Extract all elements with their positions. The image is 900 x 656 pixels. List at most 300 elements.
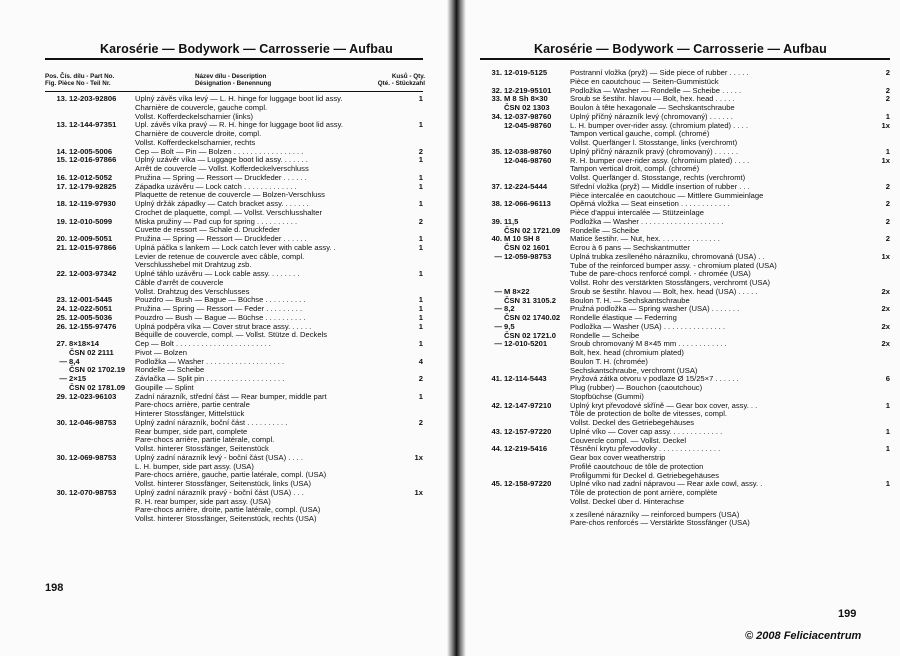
- description-line: [570, 393, 890, 402]
- description-line: [135, 419, 423, 428]
- part-number: 12-157-97220: [504, 426, 552, 436]
- page-header: Karosérie — Bodywork — Carrosserie — Aufbau: [534, 42, 827, 56]
- description-line: [135, 288, 423, 297]
- quantity: 2: [418, 146, 423, 156]
- quantity: 1: [418, 234, 423, 243]
- entry-description: [135, 174, 423, 183]
- part-number: 12-155-97476: [69, 321, 117, 331]
- part-number: 12-003-97342: [69, 269, 117, 278]
- description-text: Úplný zadní nárazník, boční část . . . . . . . . . .: [135, 418, 288, 427]
- quantity: 1: [885, 444, 890, 454]
- description-line: [570, 489, 890, 498]
- description-text: Úplný příčný nárazník pravý (chromovaný) . . . . . .: [570, 147, 738, 156]
- parts-entry: [480, 200, 890, 218]
- quantity: 2x: [881, 339, 890, 349]
- parts-entry: [45, 270, 423, 296]
- entry-description: [570, 122, 890, 148]
- entry-description: [135, 314, 423, 323]
- entry-description: [135, 244, 423, 270]
- description-text: Pare-chocs arrière, droite, partie latérale, compl. (USA): [135, 506, 321, 515]
- entry-description: [135, 121, 423, 147]
- description-text: R. H. rear bumper, side part assy. (USA): [135, 497, 271, 506]
- part-number: 12-158-97220: [504, 479, 552, 489]
- part-number: 8,4: [69, 356, 80, 366]
- description-text: Pružina — Spring — Ressort — Druckfeder . . . . . .: [135, 173, 307, 182]
- part-number: 12-037-98760: [504, 111, 552, 121]
- quantity: 2: [885, 68, 890, 77]
- description-line: [135, 209, 423, 218]
- quantity: 1x: [414, 452, 423, 462]
- position-number: 41.: [491, 374, 502, 384]
- entry-description: [570, 183, 890, 201]
- description-line: [135, 174, 423, 183]
- description-text: Matice šestihr. — Nut, hex. . . . . . . . . . . . . . .: [570, 235, 720, 244]
- description-line: [135, 401, 423, 410]
- quantity: 1: [418, 321, 423, 331]
- description-text: Pružná podložka — Spring washer (USA) . . . . . . .: [570, 305, 740, 314]
- part-number: 12-114-5443: [504, 374, 547, 384]
- quantity: [874, 130, 890, 139]
- entry-description: [135, 95, 423, 121]
- description-line: [135, 515, 423, 524]
- part-number: 8,2: [504, 304, 515, 314]
- part-number: ČSN 02 1702.19: [69, 365, 126, 375]
- description-text: Béquille de couvercle, compl. — Vollst. Stütze d. Deckels: [135, 331, 328, 340]
- position-number: 37.: [491, 181, 502, 191]
- quantity: 1x: [881, 155, 890, 165]
- entry-description: [135, 323, 423, 341]
- description-text: L. H. bumper over-rider assy. (chromium plated) . . . .: [570, 121, 748, 130]
- position-number: [480, 122, 502, 148]
- entry-description: [135, 489, 423, 524]
- description-line: [570, 244, 890, 253]
- part-number: 12-010-5099: [69, 216, 113, 226]
- parts-list: [480, 69, 890, 528]
- entry-description: [135, 366, 423, 375]
- description-line: [570, 428, 890, 437]
- description-text: Úplná trubka zesíleného nárazníku, chromovaná (USA) . .: [570, 252, 765, 261]
- description-line: [135, 226, 423, 235]
- entry-description: [570, 244, 890, 253]
- entry-description: [135, 349, 423, 358]
- quantity: 2: [418, 417, 423, 427]
- description-line: [135, 314, 423, 323]
- description-text: Pružina — Spring — Ressort — Druckfeder . . . . . .: [135, 235, 307, 243]
- description-line: [135, 489, 423, 498]
- entry-description: [570, 305, 890, 314]
- description-text: Pare-chocs arrière, partie latérale, compl.: [135, 436, 275, 445]
- description-line: [570, 314, 890, 323]
- quantity: [407, 463, 423, 472]
- description-line: [135, 428, 423, 437]
- description-text: Vollst. Deckel über d. Hinterachse: [570, 497, 684, 506]
- description-line: [135, 384, 423, 393]
- footnote-lines: [570, 511, 890, 529]
- description-line: [135, 200, 423, 209]
- description-line: [570, 200, 890, 209]
- position-number: 35.: [491, 146, 502, 156]
- quantity: 2: [885, 234, 890, 244]
- position-number: 17.: [56, 181, 67, 191]
- part-number: 9,5: [504, 321, 515, 331]
- parts-entry: [480, 297, 890, 306]
- quantity: 2: [885, 94, 890, 104]
- part-number: 12-005-5006: [69, 146, 113, 156]
- entry-description: [135, 296, 423, 305]
- description-text: Tampon vertical droit, compl. (chromé): [570, 165, 700, 174]
- description-text: Šroub se šestihr. hlavou — Bolt, hex. head (USA) . . . . .: [570, 287, 758, 296]
- entry-description: [135, 200, 423, 218]
- entry-description: [570, 323, 890, 332]
- quantity: [407, 104, 423, 113]
- quantity: 2: [885, 216, 890, 226]
- position-number: 22.: [56, 269, 67, 278]
- description-text: Sechskantschraube, verchromt (USA): [570, 366, 698, 375]
- position-number: 19.: [56, 216, 67, 226]
- entry-description: [135, 375, 423, 384]
- parts-entry: [480, 122, 890, 148]
- part-number: 11,5: [504, 216, 519, 226]
- description-line: [135, 261, 423, 270]
- description-text: Čep — Bolt . . . . . . . . . . . . . . . . . . . . . . .: [135, 340, 271, 348]
- quantity: 2: [885, 181, 890, 191]
- description-text: Úplný příčný nárazník levý (chromovaný) . . . . . .: [570, 112, 733, 121]
- description-text: Tôle de protection de boîte de vitesses, compl.: [570, 410, 728, 419]
- parts-entry: [45, 366, 423, 375]
- entry-description: [570, 402, 890, 428]
- entry-description: [570, 227, 890, 236]
- part-number: 2×15: [69, 374, 87, 383]
- quantity: 1x: [414, 487, 423, 497]
- description-text: Úplný zadní nárazník pravý - boční část (USA) . . .: [135, 488, 304, 497]
- description-text: Charnière de couvercle, gauche compl.: [135, 103, 268, 112]
- quantity: 1: [885, 111, 890, 121]
- description-line: [570, 270, 890, 279]
- description-text: Boulon T. H. — Sechskantschraube: [570, 296, 690, 305]
- description-line: [570, 69, 890, 78]
- position-number: 16.: [56, 172, 67, 182]
- description-text: Pièce en caoutchouc — Seiten-Gummistück: [570, 77, 719, 86]
- right-page: [466, 0, 900, 656]
- description-line: [570, 157, 890, 166]
- description-line: [570, 323, 890, 332]
- part-number: 12-179-92825: [69, 181, 117, 191]
- entry-description: [135, 393, 423, 419]
- position-number: —: [59, 374, 67, 383]
- parts-entry: [480, 183, 890, 201]
- entry-description: [570, 95, 890, 104]
- description-line: [135, 471, 423, 480]
- description-text: Úplný držák západky — Catch bracket assy. . . . . . .: [135, 200, 309, 208]
- description-text: Crochet de plaquette, compl. — Vollst. Verschlusshalter: [135, 208, 322, 217]
- quantity: 1: [418, 312, 423, 322]
- quantity: 1: [418, 172, 423, 182]
- description-line: [135, 358, 423, 367]
- description-line: [135, 165, 423, 174]
- position-number: 20.: [56, 234, 67, 243]
- quantity: 1: [885, 426, 890, 436]
- part-number: 12-022-5051: [69, 304, 113, 313]
- description-text: Profilgummi für Deckel d. Getriebegehäuses: [570, 471, 719, 480]
- quantity: 1: [418, 94, 423, 103]
- description-line: [135, 436, 423, 445]
- quantity: [407, 471, 423, 480]
- part-number: 12-023-96103: [69, 391, 117, 401]
- entry-description: [135, 384, 423, 393]
- position-number: [480, 157, 502, 183]
- quantity: 6: [885, 374, 890, 384]
- description-text: Charnière de couvercle droite, compl.: [135, 130, 262, 138]
- quantity: [874, 270, 890, 279]
- quantity: [407, 253, 423, 262]
- entry-description: [135, 419, 423, 454]
- description-line: [570, 78, 890, 87]
- part-number: 12-069-98753: [69, 452, 117, 462]
- position-number: 44.: [491, 444, 502, 454]
- left-page: [0, 0, 447, 656]
- description-text: Arrêt de couvercle — Vollst. Kofferdeckelverschluss: [135, 165, 309, 173]
- quantity: 1: [418, 391, 423, 401]
- position-number: —: [494, 321, 502, 331]
- description-line: [570, 384, 890, 393]
- parts-entry: [480, 314, 890, 323]
- quantity: 2: [885, 85, 890, 95]
- position-number: 30.: [56, 487, 67, 497]
- description-line: [570, 227, 890, 236]
- description-line: [570, 480, 890, 489]
- description-text: Plug (rubber) — Bouchon (caoutchouc): [570, 384, 703, 392]
- quantity: 1: [418, 120, 423, 130]
- entry-description: [135, 270, 423, 296]
- description-line: [570, 235, 890, 244]
- description-line: [570, 297, 890, 306]
- part-number: ČSN 02 1721.09: [504, 225, 561, 235]
- position-number: —: [59, 356, 67, 366]
- quantity: 1: [418, 269, 423, 278]
- description-line: [135, 498, 423, 507]
- description-line: [570, 113, 890, 122]
- part-number: 12-203-92806: [69, 94, 117, 103]
- position-number: 27.: [56, 339, 67, 348]
- part-number: 12-038-98760: [504, 146, 552, 156]
- parts-entry: [45, 349, 423, 358]
- description-line: [570, 165, 890, 174]
- part-number: 12-147-97210: [504, 400, 552, 410]
- description-text: Vollst. Querfänger d. Stosstange, rechts (verchromt): [570, 174, 746, 182]
- description-text: Úplný kryt převodové skříně — Gear box cover, assy. . .: [570, 401, 758, 410]
- part-number: 12-046-98753: [69, 417, 117, 427]
- description-line: [135, 296, 423, 305]
- description-text: Úplná páčka s lankem — Lock catch lever with cable assy. .: [135, 243, 336, 252]
- entry-description: [570, 218, 890, 227]
- description-line: [135, 323, 423, 332]
- quantity: 1x: [881, 120, 890, 130]
- description-text: Pièce intercalée en caoutchouc — Mittlere Gummieinlage: [570, 191, 764, 200]
- entry-description: [135, 148, 423, 157]
- quantity: [874, 358, 890, 367]
- description-line: [135, 253, 423, 262]
- parts-entry: [45, 200, 423, 218]
- parts-entry: [480, 375, 890, 401]
- description-line: [570, 148, 890, 157]
- position-number: 38.: [491, 199, 502, 209]
- entry-description: [570, 253, 890, 288]
- description-text: Podložka — Washer (USA) . . . . . . . . . . . . . . .: [570, 322, 726, 331]
- part-number: 8×18×14: [69, 339, 99, 348]
- copyright-notice: © 2008 Feliciacentrum: [745, 630, 862, 642]
- description-line: [570, 463, 890, 472]
- page-number: 199: [838, 608, 857, 620]
- position-number: —: [494, 286, 502, 296]
- parts-entry: [480, 340, 890, 375]
- position-number: 24.: [56, 304, 67, 313]
- quantity: 1: [418, 295, 423, 305]
- part-number: 12-066-96113: [504, 199, 551, 209]
- description-line: [135, 130, 423, 139]
- book-gutter: [447, 0, 466, 656]
- description-line: [135, 113, 423, 122]
- quantity: 1: [418, 155, 423, 165]
- part-number: M 8×22: [504, 286, 530, 296]
- part-number: ČSN 02 2111: [69, 347, 114, 357]
- description-line: [135, 279, 423, 288]
- part-number: 12-001-5445: [69, 295, 113, 305]
- description-text: Tube of the reinforced bumper assy. - chromium plated (USA): [570, 261, 777, 270]
- quantity: [874, 498, 890, 507]
- description-line: [570, 288, 890, 297]
- parts-entry: [480, 69, 890, 87]
- parts-entry: [480, 227, 890, 236]
- parts-entry: [480, 402, 890, 428]
- description-line: [570, 130, 890, 139]
- description-text: Bolt, hex. head (chromium plated): [570, 349, 684, 357]
- description-line: [570, 262, 890, 271]
- position-number: 29.: [56, 391, 67, 401]
- quantity: 1x: [881, 251, 890, 261]
- description-text: Plaquette de retenue de couvercle — Bolzen-Verschluss: [135, 191, 325, 200]
- parts-entry: [45, 323, 423, 341]
- part-number: ČSN 02 1721.0: [504, 330, 556, 340]
- description-line: [135, 270, 423, 279]
- description-line: [135, 349, 423, 358]
- quantity: [874, 262, 890, 271]
- position-number: 33.: [491, 94, 502, 104]
- description-line: [570, 139, 890, 148]
- description-line: [135, 305, 423, 314]
- description-text: Tampon vertical gauche, compl. (chromé): [570, 130, 710, 139]
- description-line: [570, 437, 890, 446]
- parts-entry: [45, 244, 423, 270]
- header-rule: [480, 58, 890, 60]
- quantity: 1: [418, 199, 423, 208]
- entry-description: [570, 200, 890, 218]
- entry-description: [570, 340, 890, 375]
- position-number: 26.: [56, 321, 67, 331]
- description-text: Opěrná vložka — Seat einsetion . . . . . . . . . . . .: [570, 200, 730, 209]
- position-number: —: [494, 251, 502, 261]
- part-number: ČSN 02 1740.02: [504, 313, 561, 322]
- description-text: Cuvette de ressort — Schale d. Druckfeder: [135, 226, 280, 235]
- quantity: [874, 489, 890, 498]
- quantity: [874, 410, 890, 419]
- footnote-text: Pare-chos renforcés — Verstärkte Stossfänger (USA): [570, 518, 750, 528]
- description-text: Úplné táhlo uzávěru — Lock cable assy. . . . . . . .: [135, 270, 300, 278]
- header-rule: [45, 58, 423, 60]
- col-partno: Pos. Čís. dílu - Part No. Fig. Pièce No - Teil Nr.: [45, 73, 115, 88]
- quantity: [407, 428, 423, 437]
- parts-entry: [45, 489, 423, 524]
- description-text: Stopfbüchse (Gummi): [570, 392, 644, 401]
- quantity: [407, 436, 423, 445]
- quantity: [874, 463, 890, 472]
- description-text: Úplné víko nad zadní nápravou — Rear axle cowl, assy. .: [570, 480, 763, 489]
- position-number: 25.: [56, 312, 67, 322]
- position-number: 23.: [56, 295, 67, 305]
- description-text: Vollst. hinterer Stossfänger, Seitenstück, links (USA): [135, 480, 311, 488]
- column-rule: [45, 91, 423, 92]
- quantity: [407, 498, 423, 507]
- description-text: Rondelle — Scheibe: [135, 366, 205, 375]
- description-line: [135, 104, 423, 113]
- entry-description: [135, 305, 423, 314]
- part-number: 12-015-97866: [69, 242, 117, 252]
- description-text: Vollst. Kofferdeckelscharnier, rechts: [135, 138, 256, 147]
- part-number: 12-009-5051: [69, 234, 113, 243]
- entry-description: [135, 235, 423, 244]
- description-line: [135, 235, 423, 244]
- position-number: 14.: [56, 146, 67, 156]
- description-line: [570, 349, 890, 358]
- description-line: [135, 506, 423, 515]
- description-text: Pouzdro — Bush — Bague — Büchse . . . . . . . . . .: [135, 296, 306, 305]
- description-text: Podložka — Washer . . . . . . . . . . . . . . . . . . .: [135, 357, 285, 366]
- position-number: 39.: [491, 216, 502, 226]
- position-number: 45.: [491, 479, 502, 489]
- entry-description: [570, 375, 890, 401]
- description-line: [570, 498, 890, 507]
- description-line: [570, 87, 890, 96]
- description-line: [135, 191, 423, 200]
- part-number: 12-219-95101: [504, 85, 552, 95]
- entry-description: [135, 218, 423, 236]
- footnote: [480, 511, 890, 529]
- parts-entry: [45, 121, 423, 147]
- entry-description: [135, 183, 423, 201]
- quantity: 1: [885, 479, 890, 489]
- description-line: [570, 332, 890, 341]
- description-line: [135, 445, 423, 454]
- description-line: [570, 253, 890, 262]
- description-text: Úplný závěs víka levý — L. H. hinge for luggage boot lid assy.: [135, 95, 343, 103]
- description-line: [135, 340, 423, 349]
- description-text: Zadní nárazník, střední část — Rear bumper, middle part: [135, 392, 327, 401]
- entry-description: [135, 358, 423, 367]
- quantity: [874, 349, 890, 358]
- description-text: Postranní vložka (pryž) — Side piece of rubber . . . . .: [570, 69, 749, 77]
- description-line: [570, 104, 890, 113]
- page-header: Karosérie — Bodywork — Carrosserie — Aufbau: [100, 42, 393, 56]
- description-text: Šroub se šestihr. hlavou — Bolt, hex. head . . . . .: [570, 95, 735, 104]
- quantity: [874, 165, 890, 174]
- description-text: Couvercle compl. — Vollst. Deckel: [570, 436, 687, 445]
- description-text: Závlačka — Split pin . . . . . . . . . . . . . . . . . . .: [135, 375, 285, 383]
- description-text: Verschlusshebel mit Drahtzug zsb.: [135, 261, 252, 270]
- quantity: 1: [418, 339, 423, 348]
- description-text: Pièce d'appui intercalée — Stützeinlage: [570, 209, 705, 217]
- entry-description: [570, 445, 890, 480]
- description-text: Boulon à tête hexagonale — Sechskantschraube: [570, 104, 735, 112]
- description-text: Hinterer Stossfänger, Mittelstück: [135, 410, 245, 418]
